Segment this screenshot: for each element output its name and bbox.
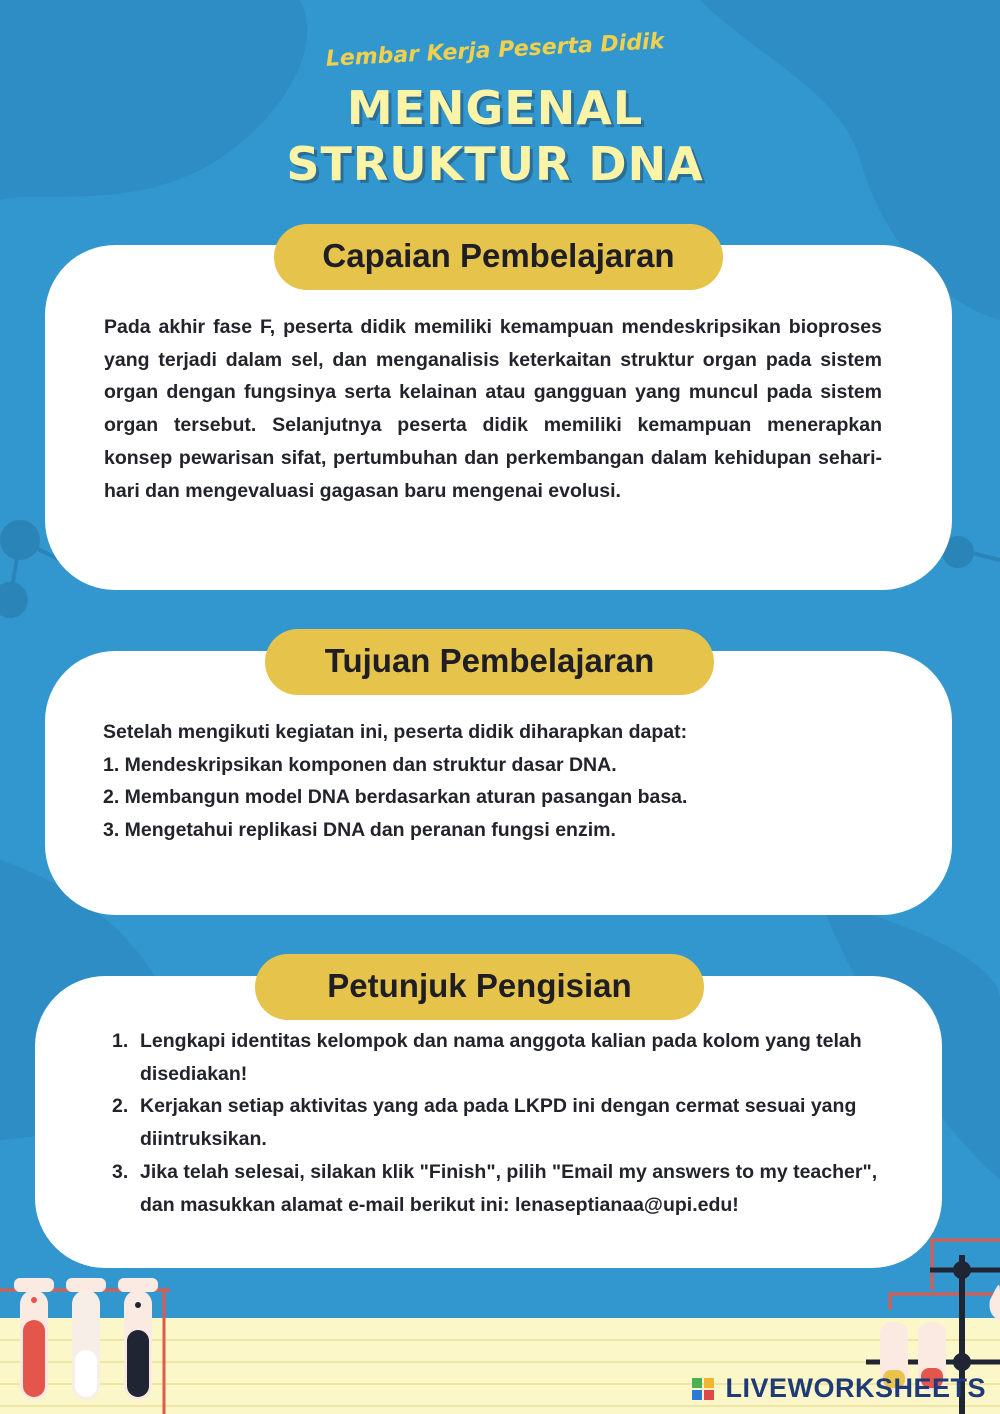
petunjuk-list <box>112 1025 882 1221</box>
capaian-heading: Capaian Pembelajaran <box>274 224 723 290</box>
petunjuk-item-text: Lengkapi identitas kelompok dan nama anggota kalian pada kolom yang telah disediakan! <box>140 1030 862 1085</box>
petunjuk-item <box>112 1090 882 1155</box>
tujuan-item: 3. Mengetahui replikasi DNA dan peranan fungsi enzim. <box>103 819 616 842</box>
liveworksheets-brand[interactable]: LIVEWORKSHEETS <box>725 1373 986 1403</box>
title-line-1: MENGENAL <box>346 81 644 135</box>
page-title <box>0 80 990 192</box>
petunjuk-item-number: 3. <box>112 1160 129 1183</box>
tujuan-list <box>103 716 903 847</box>
petunjuk-item <box>112 1156 882 1221</box>
tujuan-intro: Setelah mengikuti kegiatan ini, peserta didik diharapkan dapat: <box>103 721 688 743</box>
title-line-2: STRUKTUR DNA <box>286 137 704 191</box>
liveworksheets-logo-icon <box>692 1378 714 1400</box>
tujuan-heading: Tujuan Pembelajaran <box>265 629 714 695</box>
test-tubes-icon <box>0 1278 170 1414</box>
worksheet-subtitle: Lembar Kerja Peserta Didik <box>325 29 665 72</box>
petunjuk-item-number: 1. <box>112 1030 129 1052</box>
petunjuk-heading: Petunjuk Pengisian <box>255 954 704 1020</box>
tujuan-item: 1. Mendeskripsikan komponen dan struktur dasar DNA. <box>103 753 617 776</box>
tujuan-item: 2. Membangun model DNA berdasarkan aturan pasangan basa. <box>103 786 688 809</box>
capaian-text: Pada akhir fase F, peserta didik memiliki kemampuan mendeskripsikan bioproses yang terjadi dalam sel, dan menganalisis keterkaitan struktur organ pada sistem organ dengan fungsinya serta kelainan atau gangguan yang muncul pada sistem organ tersebut. Selanjutnya peserta didik memiliki kemampuan menerapkan konsep pewarisan sifat, pertumbuhan dan perkembangan dalam kehidupan sehari-hari dan mengevaluasi gagasan baru mengenai evolusi. <box>104 316 882 502</box>
petunjuk-item-text: Jika telah selesai, silakan klik "Finish", pilih "Email my answers to my teacher", dan masukkan alamat e-mail berikut ini: lenaseptianaa@upi.edu! <box>140 1160 878 1216</box>
petunjuk-item-text: Kerjakan setiap aktivitas yang ada pada LKPD ini dengan cermat sesuai yang diintruksikan. <box>140 1095 857 1151</box>
petunjuk-item-number: 2. <box>112 1095 129 1118</box>
petunjuk-item <box>112 1025 882 1090</box>
